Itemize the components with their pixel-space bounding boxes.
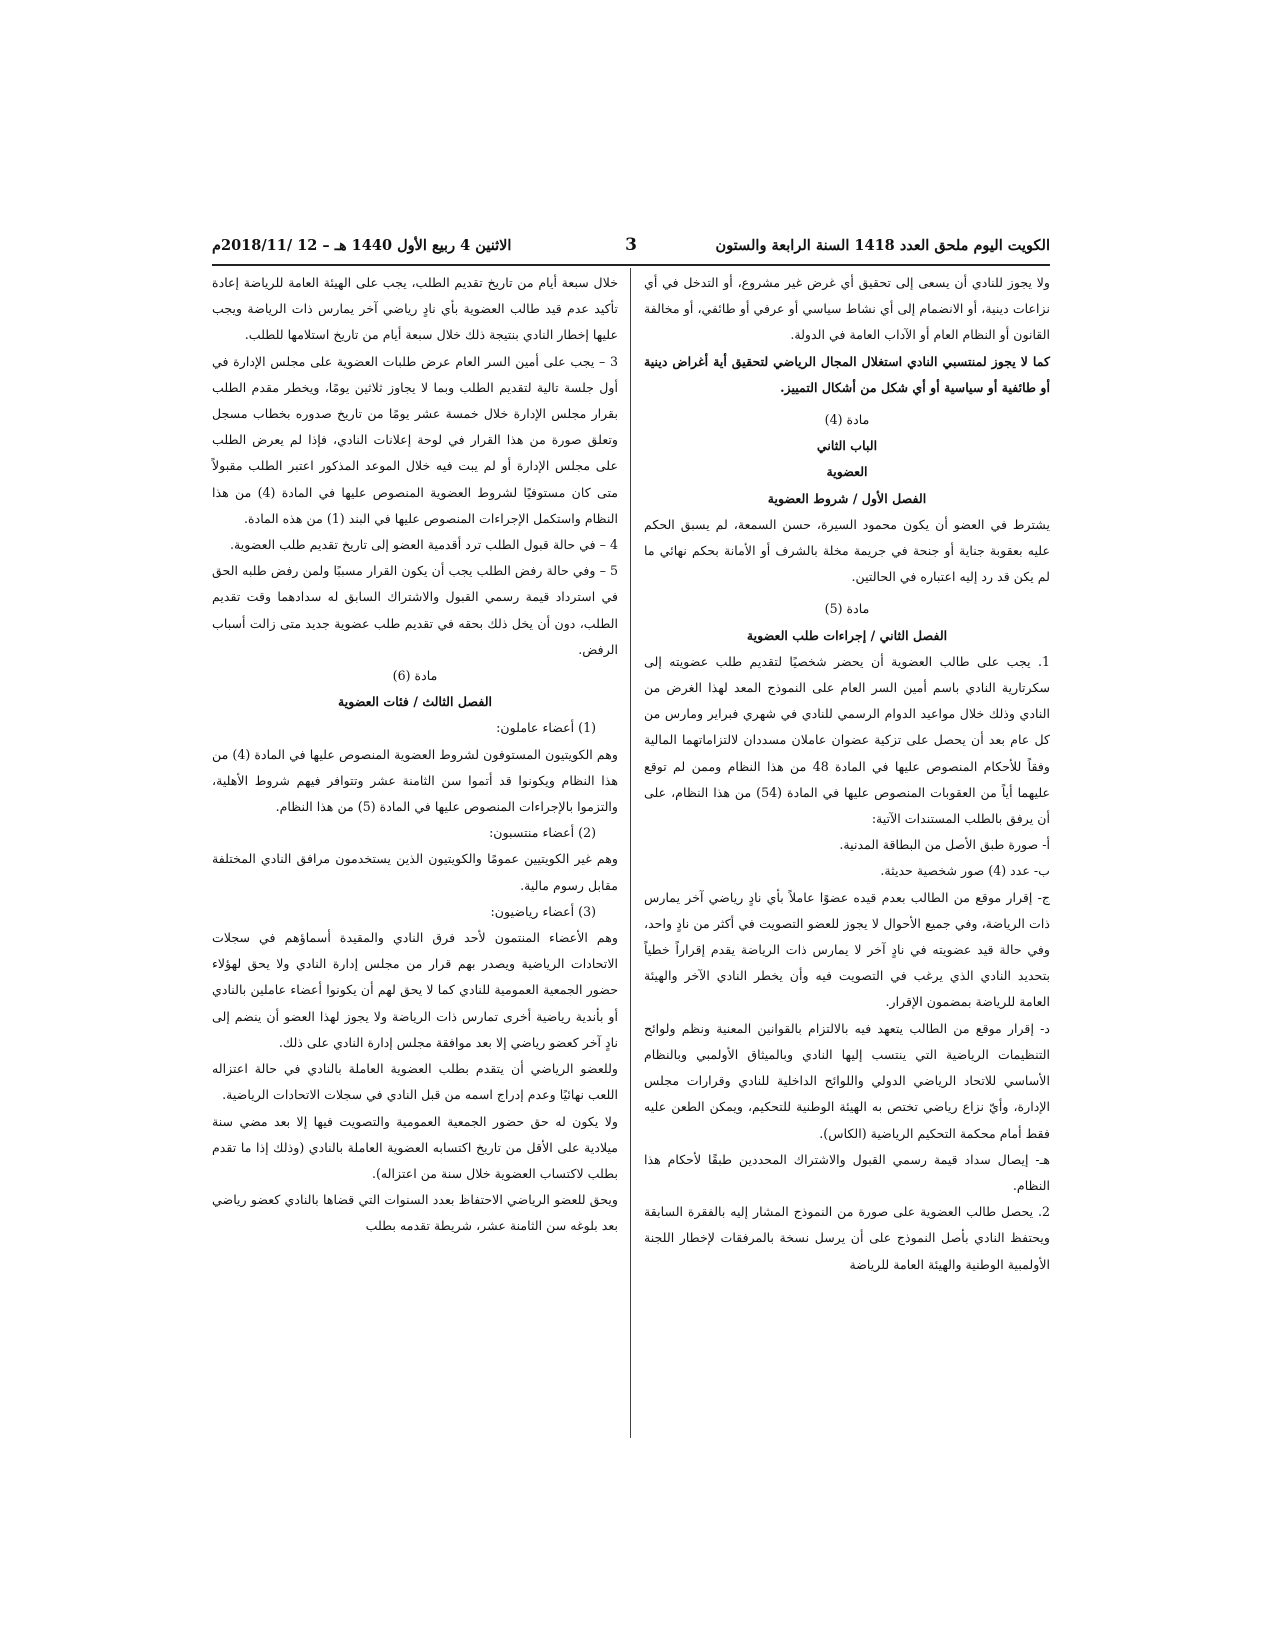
chapter-heading: الفصل الأول / شروط العضوية — [767, 490, 927, 506]
gazette-issue-title: الكويت اليوم ملحق العدد 1418 السنة الرابعة والستون — [715, 237, 1050, 254]
paragraph: كما لا يجوز لمنتسبي النادي استغلال المجال الرياضي لتحقيق أية أغراض دينية أو طائفية أو سياسية أو أي شكل من أشكال التمييز. — [644, 353, 1050, 395]
paragraph: وهم غير الكويتيين عمومًا والكويتيون الذين يستخدمون مرافق النادي المختلفة مقابل رسوم مالية. — [212, 851, 618, 893]
section-heading: العضوية — [826, 464, 868, 480]
paragraph: خلال سبعة أيام من تاريخ تقديم الطلب، يجب على الهيئة العامة للرياضة إعادة تأكيد عدم قيد طالب العضوية بأي نادٍ رياضي آخر يمارس ذات الرياضة ويجب عليها إخطار النادي بنتيجة ذلك خلال سبعة أيام من تاريخ استلامها للطلب. — [212, 275, 618, 343]
paragraph: وللعضو الرياضي أن يتقدم بطلب العضوية العاملة بالنادي في حالة اعتزاله اللعب نهائيًا وعدم إدراج اسمه من قبل النادي في سجلات الاتحادات الرياضية. — [212, 1061, 618, 1103]
list-item: هـ- إيصال سداد قيمة رسمي القبول والاشتراك المحددين طبقًا لأحكام هذا النظام. — [644, 1151, 1050, 1193]
paragraph: 2. يحصل طالب العضوية على صورة من النموذج المشار إليه بالفقرة السابقة ويحتفظ النادي بأصل النموذج على أن يرسل نسخة بالمرفقات لإخطار اللجنة الأولمبية الوطنية والهيئة العامة للرياضة — [644, 1204, 1050, 1272]
subheading: (3) أعضاء رياضيون: — [490, 903, 596, 919]
paragraph: ولا يكون له حق حضور الجمعية العمومية والتصويت فيها إلا بعد مضي سنة ميلادية على الأقل من تاريخ اكتسابه العضوية العاملة بالنادي (وذلك إذا ما تقدم بطلب لاكتساب العضوية خلال سنة من اعتزاله). — [212, 1113, 618, 1181]
paragraph: ولا يجوز للنادي أن يسعى إلى تحقيق أي غرض غير مشروع، أو التدخل في أي نزاعات دينية، أو الانضمام إلى أي نشاط سياسي أو عرفي أو طائفي، أو مخالفة القانون أو النظام العام أو الآداب العامة في الدولة. — [644, 275, 1050, 343]
subheading: (2) أعضاء منتسبون: — [489, 825, 596, 841]
left-column — [212, 270, 618, 1240]
list-item: د- إقرار موقع من الطالب يتعهد فيه بالالتزام بالقوانين المعنية ونظم ولوائح التنظيمات الرياضية التي ينتسب إليها النادي وبالميثاق الأولمبي وبالنظام الأساسي للاتحاد الرياضي الدولي واللوائح الداخلية للنادي وقرارات مجلس الإدارة، وأيّ نزاع رياضي تختص به الهيئة الوطنية للتحكيم، ويمكن الطعن عليه فقط أمام محكمة التحكيم الرياضية (الكاس). — [644, 1020, 1050, 1141]
paragraph: وهم الكويتيون المستوفون لشروط العضوية المنصوص عليها في المادة (4) من هذا النظام ويكونوا قد أتموا سن الثامنة عشر وتتوافر فيهم شروط الأهلية، والتزموا بالإجراءات المنصوص عليها في المادة (5) من هذا النظام. — [212, 746, 619, 815]
column-divider — [630, 268, 631, 1438]
list-item: أ- صورة طبق الأصل من البطاقة المدنية. — [839, 837, 1050, 853]
list-item: ب- عدد (4) صور شخصية حديثة. — [880, 863, 1050, 879]
paragraph: وهم الأعضاء المنتمون لأحد فرق النادي والمقيدة أسماؤهم في سجلات الاتحادات الرياضية ويصدر بهم قرار من مجلس إدارة النادي ولا يحق لهؤلاء حضور الجمعية العمومية للنادي كما لا يحق لهم أن يكونوا أعضاء عاملين بالنادي أو بأندية رياضية أخرى تمارس ذات الرياضة ولا يجوز لهذا العضو أن ينضم إلى نادٍ آخر كعضو رياضي إلا بعد موافقة مجلس إدارة النادي على ذلك. — [212, 930, 618, 1050]
header-rule — [212, 264, 1050, 266]
subheading: (1) أعضاء عاملون: — [496, 720, 596, 736]
list-item: ج- إقرار موقع من الطالب بعدم قيده عضوًا عاملاً بأي نادٍ رياضي آخر يمارس ذات الرياضة، وفي جميع الأحوال لا يجوز للعضو التصويت في أكثر من نادٍ واحد، وفي حالة قيد عضويته في نادٍ آخر لا يمارس ذات الرياضة يقدم إقراراً خطياً بتحديد النادي الذي يرغب في التصويت فيه وأن يخطر النادي الآخر والهيئة العامة للرياضة بمضمون الإقرار. — [644, 889, 1050, 1010]
paragraph: 4 – في حالة قبول الطلب ترد أقدمية العضو إلى تاريخ تقديم طلب العضوية. — [229, 537, 618, 553]
issue-date: الاثنين 4 ربيع الأول 1440 هـ – 12 /2018/11م — [212, 237, 512, 254]
page-header — [212, 237, 1050, 263]
paragraph: ويحق للعضو الرياضي الاحتفاظ بعدد السنوات التي قضاها بالنادي كعضو رياضي بعد بلوغه سن الثامنة عشر، شريطة تقدمه بطلب — [212, 1192, 618, 1234]
article-heading: مادة (5) — [824, 601, 870, 617]
paragraph: يشترط في العضو أن يكون محمود السيرة، حسن السمعة، لم يسبق الحكم عليه بعقوبة جناية أو جنحة في جريمة مخلة بالشرف أو الأمانة بحكم نهائي ما لم يكن قد رد إليه اعتباره في الحالتين. — [644, 516, 1050, 585]
chapter-heading: الفصل الثاني / إجراءات طلب العضوية — [746, 627, 948, 643]
paragraph: 1. يجب على طالب العضوية أن يحضر شخصيًا لتقديم طلب عضويته إلى سكرتارية النادي باسم أمين السر العام على النموذج المعد لهذا الغرض من النادي وذلك خلال مواعيد الدوام الرسمي للنادي في شهري فبراير ومارس من كل عام بعد أن يحصل على تزكية عضوان عاملان مسددان لالتزاماتهما المالية وفقاً للأحكام المنصوص عليها في المادة 48 من هذا النظام وممن لم توقع عليهما أياً من العقوبات المنصوص عليها في المادة (54) من هذا النظام، على أن يرفق بالطلب المستندات الآتية: — [644, 653, 1050, 827]
section-heading: الباب الثاني — [816, 438, 878, 454]
paragraph: 5 – وفي حالة رفض الطلب يجب أن يكون القرار مسببًا ولمن رفض طلبه الحق في استرداد قيمة رسمي القبول والاشتراك السابق له سدادهما وقت تقديم الطلب، دون أن يخل ذلك بحقه في تقديم طلب عضوية جديد متى زالت أسباب الرفض. — [212, 563, 618, 657]
chapter-heading: الفصل الثالث / فئات العضوية — [337, 694, 493, 710]
paragraph: 3 – يجب على أمين السر العام عرض طلبات العضوية على مجلس الإدارة في أول جلسة تالية لتقديم الطلب وبما لا يجاوز ثلاثين يومًا، ويخطر مقدم الطلب بقرار مجلس الإدارة خلال خمسة عشر يومًا من تاريخ صدوره بخطاب مسجل وتعلق صورة من هذا القرار في لوحة إعلانات النادي، فإذا لم يعرض الطلب على مجلس الإدارة أو لم يبت فيه خلال الموعد المذكور اعتبر الطلب مقبولاً متى كان مستوفيًا لشروط العضوية المنصوص عليها في المادة (4) من هذا النظام واستكمل الإجراءات المنصوص عليها في البند (1) من هذه المادة. — [212, 353, 618, 526]
article-heading: مادة (6) — [392, 668, 438, 684]
right-column — [644, 270, 1050, 1278]
page-number: 3 — [625, 235, 637, 255]
article-heading: مادة (4) — [824, 412, 870, 428]
